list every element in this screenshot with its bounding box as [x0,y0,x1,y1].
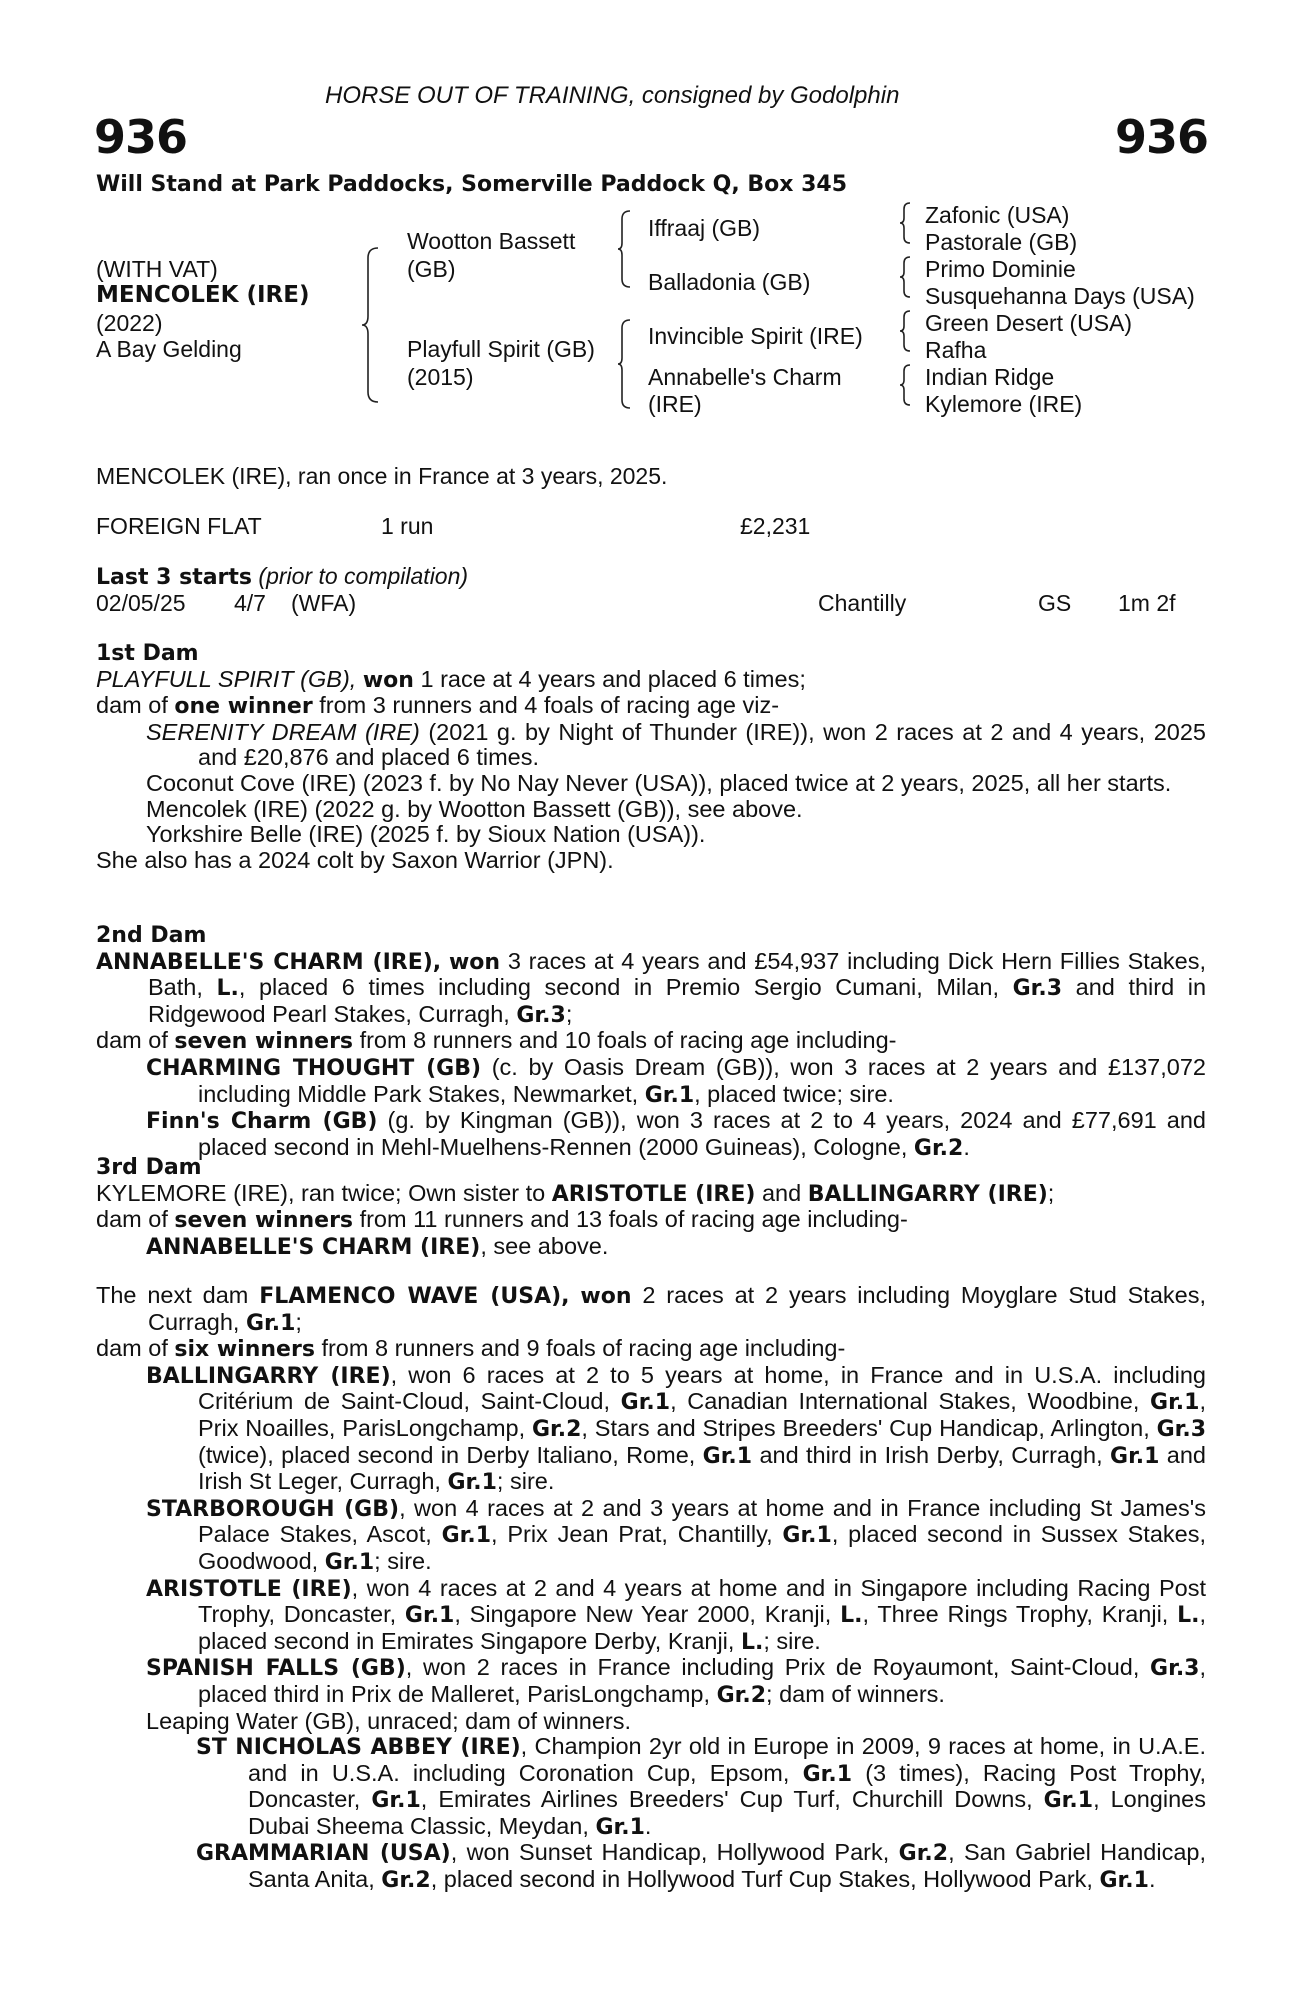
pedigree-sds: Primo Dominie [925,256,1076,282]
stand-location: Will Stand at Park Paddocks, Somerville Paddock Q, Box 345 [96,172,848,197]
pedigree-dam-year: (2015) [407,364,474,390]
pedigree-dsd: Rafha [925,337,987,363]
produce-aristotle: ARISTOTLE (IRE), won 4 races at 2 and 4 years at home and in Singapore including Racing Post Trophy, Doncaster, Gr.1, Singapore New Year 2000, Kranji, L., Three Rings Trophy, Kranji, L., placed second in Emirates Singapore Derby, Kranji, L.; sire. [146,1574,1207,1655]
start-distance: 1m 2f [1118,590,1176,616]
pedigree-brace-6 [898,308,916,354]
pedigree-brace-7 [898,362,916,408]
first-dam-produce-summary: dam of one winner from 3 runners and 4 foals of racing age viz- [96,692,780,720]
pedigree-dam-sire: Invincible Spirit (IRE) [648,323,863,349]
pedigree-dam-dam: Annabelle's Charm [648,364,842,390]
produce-finns-charm: Finn's Charm (GB) (g. by Kingman (GB)), won 3 races at 2 to 4 years, 2024 and £77,691 and placed second in Mehl-Muelhens-Rennen (2000 Guineas), Cologne, Gr.2. [146,1107,1206,1161]
produce-yorkshire-belle: Yorkshire Belle (IRE) (2025 f. by Sioux Nation (USA)). [146,821,706,848]
pedigree-sire-sire: Iffraaj (GB) [648,215,761,241]
vat-note: (WITH VAT) [96,256,218,282]
pedigree-brace-3 [616,316,636,412]
pedigree-dam-dam-country: (IRE) [648,391,702,417]
pedigree-sdd: Susquehanna Days (USA) [925,283,1195,309]
third-dam-section [96,1155,1206,1260]
pedigree-dds: Indian Ridge [925,364,1055,390]
foaling-year: (2022) [96,310,163,336]
next-dam-record: The next dam FLAMENCO WAVE (USA), won 2 races at 2 years including Moyglare Stud Stakes, Curragh, Gr.1; [96,1282,1207,1336]
record-type: FOREIGN FLAT [96,513,262,539]
produce-annabelles-charm: ANNABELLE'S CHARM (IRE), see above. [146,1232,609,1260]
second-dam-heading: 2nd Dam [96,923,207,948]
pedigree-sire-country: (GB) [407,256,456,282]
second-dam-produce-summary: dam of seven winners from 8 runners and 10 foals of racing age including- [96,1027,897,1055]
produce-leaping-water: Leaping Water (GB), unraced; dam of winners. [146,1707,632,1734]
last-starts-note: (prior to compilation) [258,563,469,589]
produce-mencolek: Mencolek (IRE) (2022 g. by Wootton Bassett (GB)), see above. [146,795,803,822]
last-starts-title: Last 3 starts [96,565,253,590]
produce-grammarian: GRAMMARIAN (USA), won Sunset Handicap, Hollywood Park, Gr.2, San Gabriel Handicap, Santa Anita, Gr.2, placed second in Hollywood Turf Cup Stakes, Hollywood Park, Gr.1. [196,1839,1207,1894]
next-dam-section [96,1283,1206,1894]
produce-charming-thought: CHARMING THOUGHT (GB) (c. by Oasis Dream (GB)), won 3 races at 2 years and £137,072 including Middle Park Stakes, Newmarket, Gr.1, placed twice; sire. [146,1053,1206,1108]
lot-number-left: 936 [94,110,188,164]
race-summary: MENCOLEK (IRE), ran once in France at 3 years, 2025. [96,463,668,489]
lot-number-right: 936 [1115,110,1209,164]
produce-ballingarry: BALLINGARRY (IRE), won 6 races at 2 to 5 years at home, in France and in U.S.A. including Critérium de Saint-Cloud, Saint-Cloud, Gr.1, Canadian International Stakes, Woodbine, Gr.1, Prix Noailles, ParisLongchamp, Gr.2, Stars and Stripes Breeders' Cup Handicap, Arlington, Gr.3 (twice), placed second in Derby Italiano, Rome, Gr.1 and third in Irish Derby, Curragh, Gr.1 and Irish St Leger, Curragh, Gr.1; sire. [146,1361,1207,1496]
pedigree-ssd: Pastorale (GB) [925,229,1078,255]
pedigree-sire-dam: Balladonia (GB) [648,269,811,295]
third-dam-record: KYLEMORE (IRE), ran twice; Own sister to ARISTOTLE (IRE) and BALLINGARRY (IRE); [96,1179,1055,1207]
last-starts-heading [96,563,468,590]
first-dam-section [96,641,1206,873]
produce-coconut-cove: Coconut Cove (IRE) (2023 f. by No Nay Never (USA)), placed twice at 2 years, 2025, all her starts. [146,769,1172,796]
produce-starborough: STARBOROUGH (GB), won 4 races at 2 and 3 years at home and in France including St James's Palace Stakes, Ascot, Gr.1, Prix Jean Prat, Chantilly, Gr.1, placed second in Sussex Stakes, Goodwood, Gr.1; sire. [146,1494,1207,1575]
record-runs: 1 run [381,513,434,539]
start-going: GS [1038,590,1072,616]
start-course: Chantilly [818,590,907,616]
second-dam-section [96,923,1206,1161]
next-dam-produce-summary: dam of six winners from 8 runners and 9 foals of racing age including- [96,1335,846,1363]
record-earnings: £2,231 [740,513,811,539]
produce-st-nicholas-abbey: ST NICHOLAS ABBEY (IRE), Champion 2yr old in Europe in 2009, 9 races at home, in U.A.E. and in U.S.A. including Coronation Cup, Epsom, Gr.1 (3 times), Racing Post Trophy, Doncaster, Gr.1, Emirates Airlines Breeders' Cup Turf, Churchill Downs, Gr.1, Longines Dubai Sheema Classic, Meydan, Gr.1. [196,1733,1207,1840]
pedigree-brace-4 [898,200,916,246]
pedigree-brace-1 [360,240,390,410]
pedigree-dam: Playfull Spirit (GB) [407,336,595,362]
pedigree-sss: Zafonic (USA) [925,202,1070,228]
first-dam-colt-note: She also has a 2024 colt by Saxon Warrior (JPN). [96,846,614,873]
first-dam-record: PLAYFULL SPIRIT (GB), won 1 race at 4 years and placed 6 times; [96,665,806,693]
start-date: 02/05/25 [96,590,186,616]
start-position: 4/7 [234,590,266,616]
pedigree-ddd: Kylemore (IRE) [925,391,1083,417]
pedigree-dss: Green Desert (USA) [925,310,1133,336]
horse-name: MENCOLEK (IRE) [96,282,310,308]
second-dam-record: ANNABELLE'S CHARM (IRE), won 3 races at 4 years and £54,937 including Dick Hern Fillies Stakes, Bath, L., placed 6 times including second in Premio Sergio Cumani, Milan, Gr.3 and third in Ridgewood Pearl Stakes, Curragh, Gr.3; [96,947,1207,1028]
pedigree-brace-5 [898,254,916,300]
produce-spanish-falls: SPANISH FALLS (GB), won 2 races in France including Prix de Royaumont, Saint-Cloud, Gr.3, placed third in Prix de Malleret, ParisLongchamp, Gr.2; dam of winners. [146,1654,1207,1708]
start-wfa: (WFA) [291,590,357,616]
first-dam-heading: 1st Dam [96,641,199,666]
pedigree-sire: Wootton Bassett [407,228,576,254]
third-dam-produce-summary: dam of seven winners from 11 runners and 13 foals of racing age including- [96,1206,908,1234]
horse-description: A Bay Gelding [96,336,242,362]
sale-header-title: HORSE OUT OF TRAINING, consigned by Godolphin [325,82,900,109]
third-dam-heading: 3rd Dam [96,1155,202,1180]
pedigree-brace-2 [616,207,636,291]
produce-serenity-dream: SERENITY DREAM (IRE) (2021 g. by Night of Thunder (IRE)), won 2 races at 2 and 4 years, 2025 and £20,876 and placed 6 times. [146,718,1206,771]
